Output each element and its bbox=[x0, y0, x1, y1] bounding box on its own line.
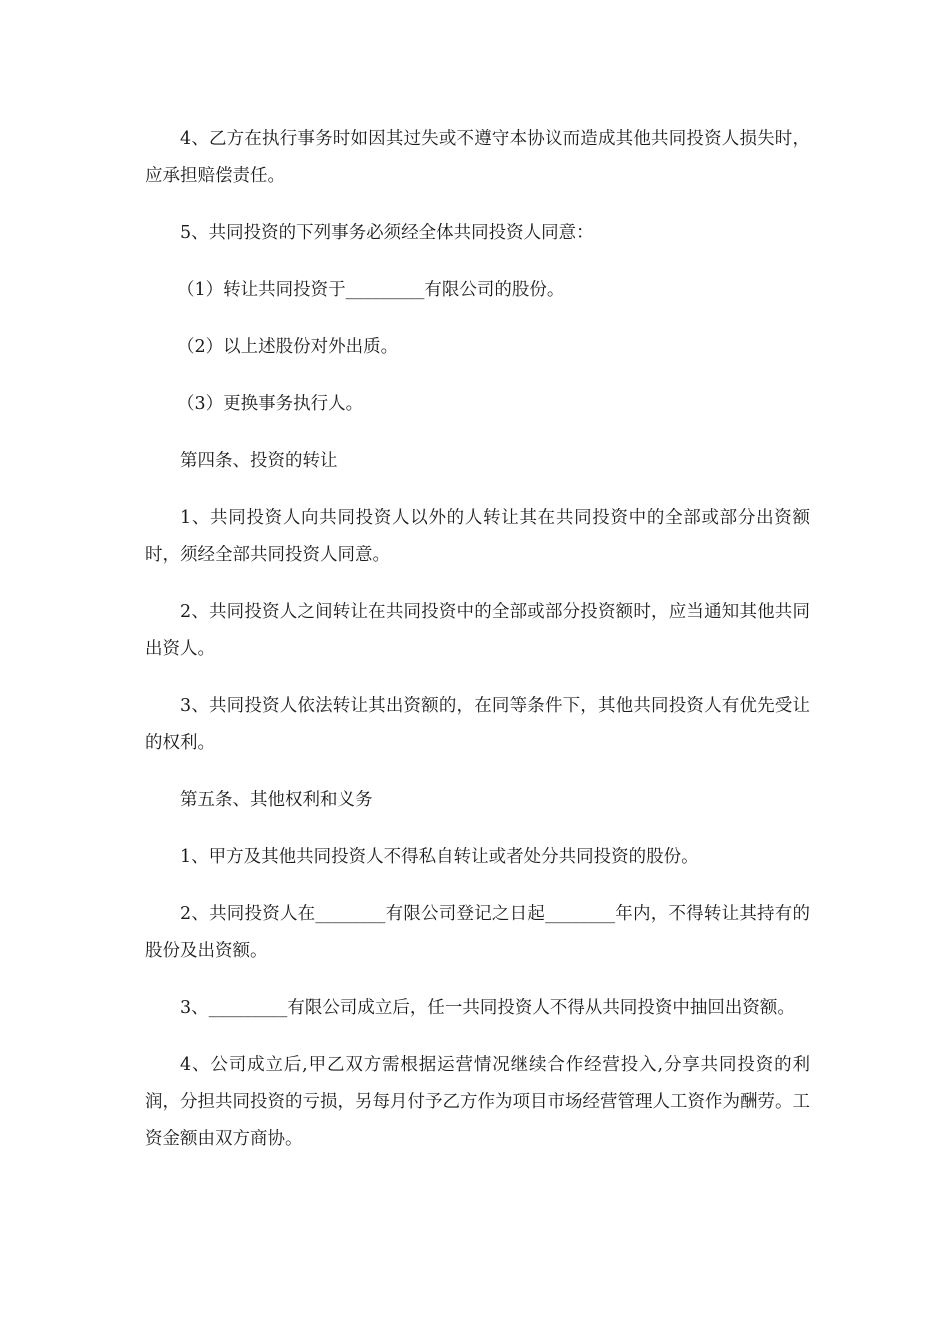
clause-3-item-5: 5、共同投资的下列事务必须经全体共同投资人同意： bbox=[180, 223, 594, 243]
clause-3-item-5-sub-3: （3）更换事务执行人。 bbox=[177, 394, 364, 414]
section-heading-article-5: 第五条、其他权利和义务 bbox=[180, 790, 373, 810]
clause-4-item-3: 3、共同投资人依法转让其出资额的，在同等条件下，其他共同投资人有优先受让的权利。 bbox=[145, 696, 810, 753]
clause-5-item-3: 3、_________有限公司成立后，任一共同投资人不得从共同投资中抽回出资额。 bbox=[180, 998, 795, 1018]
clause-4-item-1: 1、共同投资人向共同投资人以外的人转让其在共同投资中的全部或部分出资额时，须经全部共同投资人同意。 bbox=[145, 508, 810, 565]
clause-5-item-1: 1、甲方及其他共同投资人不得私自转让或者处分共同投资的股份。 bbox=[180, 847, 699, 867]
clause-5-item-2: 2、共同投资人在________有限公司登记之日起________年内，不得转让其持有的股份及出资额。 bbox=[145, 904, 810, 961]
clause-5-item-4: 4、公司成立后,甲乙双方需根据运营情况继续合作经营投入,分享共同投资的利润，分担共同投资的亏损，另每月付予乙方作为项目市场经营管理人工资作为酬劳。工资金额由双方商协。 bbox=[145, 1055, 810, 1149]
document-body bbox=[145, 121, 810, 1178]
clause-3-item-5-sub-1: （1）转让共同投资于_________有限公司的股份。 bbox=[177, 280, 565, 300]
clause-3-item-4: 4、乙方在执行事务时如因其过失或不遵守本协议而造成其他共同投资人损失时，应承担赔偿责任。 bbox=[145, 129, 810, 186]
section-heading-article-4: 第四条、投资的转让 bbox=[180, 451, 338, 471]
clause-4-item-2: 2、共同投资人之间转让在共同投资中的全部或部分投资额时，应当通知其他共同出资人。 bbox=[145, 602, 810, 659]
clause-3-item-5-sub-2: （2）以上述股份对外出质。 bbox=[177, 337, 399, 357]
